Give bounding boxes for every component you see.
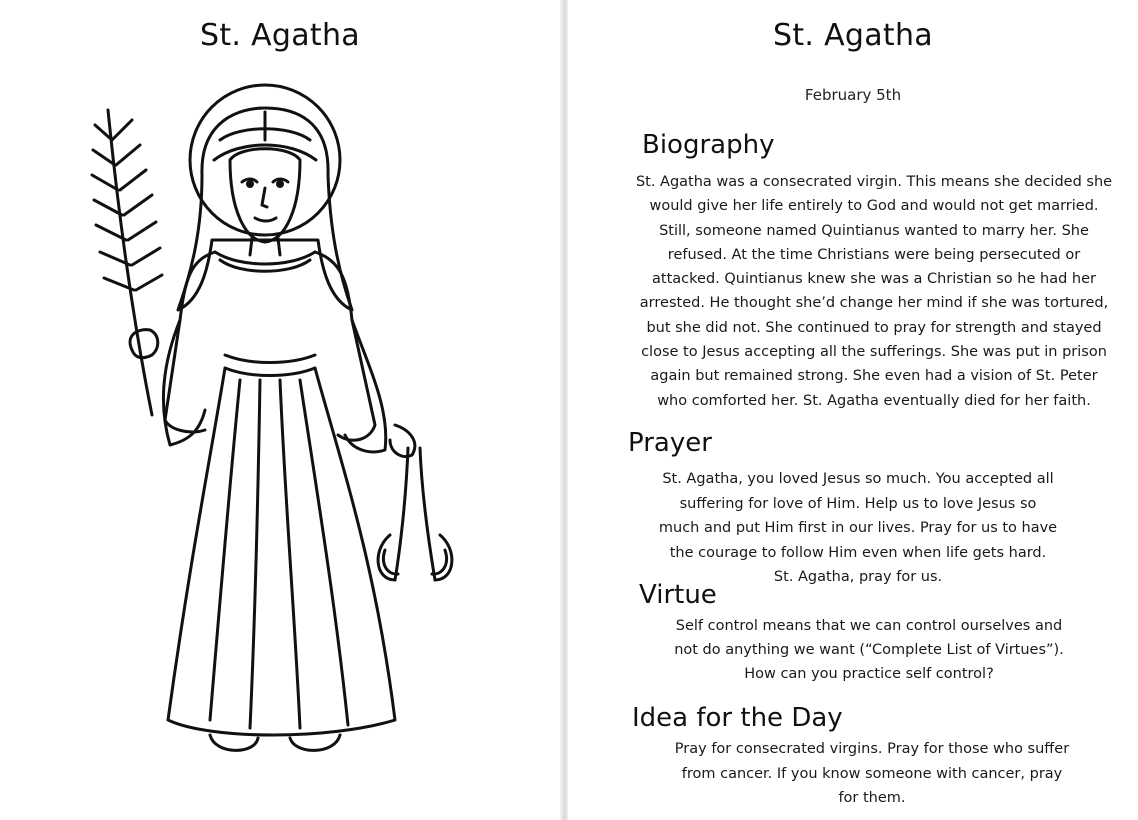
left-page-title: St. Agatha (200, 18, 360, 53)
feast-date: February 5th (804, 86, 902, 104)
virtue-text: Self control means that we can control ourselves and not do anything we want (“Complete List of Virtues”). How can you practice self control? (674, 618, 1064, 682)
left-page (0, 0, 560, 820)
page-gutter (560, 0, 568, 820)
prayer-text: St. Agatha, you loved Jesus so much. You accepted all suffering for love of Him. Help us to love Jesus so much and put Him first in our lives. Pray for us to have the courage to follow Him even when life gets hard. St. Agatha, pray for us. (658, 471, 1058, 585)
biography-heading: Biography (642, 130, 775, 160)
biography-text: St. Agatha was a consecrated virgin. This means she decided she would give her life entirely to God and would not get married. Still, someone named Quintianus wanted to marry her. She refused. At the time Christians were being persecuted or attacked. Quintianus knew she was a Christian so he had her arrested. He thought she’d change her mind if she was tortured, but she did not. She continued to pray for strength and stayed close to Jesus accepting all the sufferings. She was put in prison again but remained strong. She even had a vision of St. Peter who comforted her. St. Agatha eventually died for her faith. (635, 174, 1113, 409)
saint-agatha-illustration (90, 80, 460, 780)
prayer-heading: Prayer (628, 428, 712, 458)
virtue-heading: Virtue (639, 580, 717, 610)
palm-branch-icon (108, 110, 152, 415)
right-page-title: St. Agatha (773, 18, 933, 53)
idea-text: Pray for consecrated virgins. Pray for those who suffer from cancer. If you know someone with cancer, pray for them. (674, 741, 1070, 806)
idea-heading: Idea for the Day (632, 703, 843, 733)
pincers-icon (395, 448, 408, 580)
right-page (568, 0, 1138, 820)
